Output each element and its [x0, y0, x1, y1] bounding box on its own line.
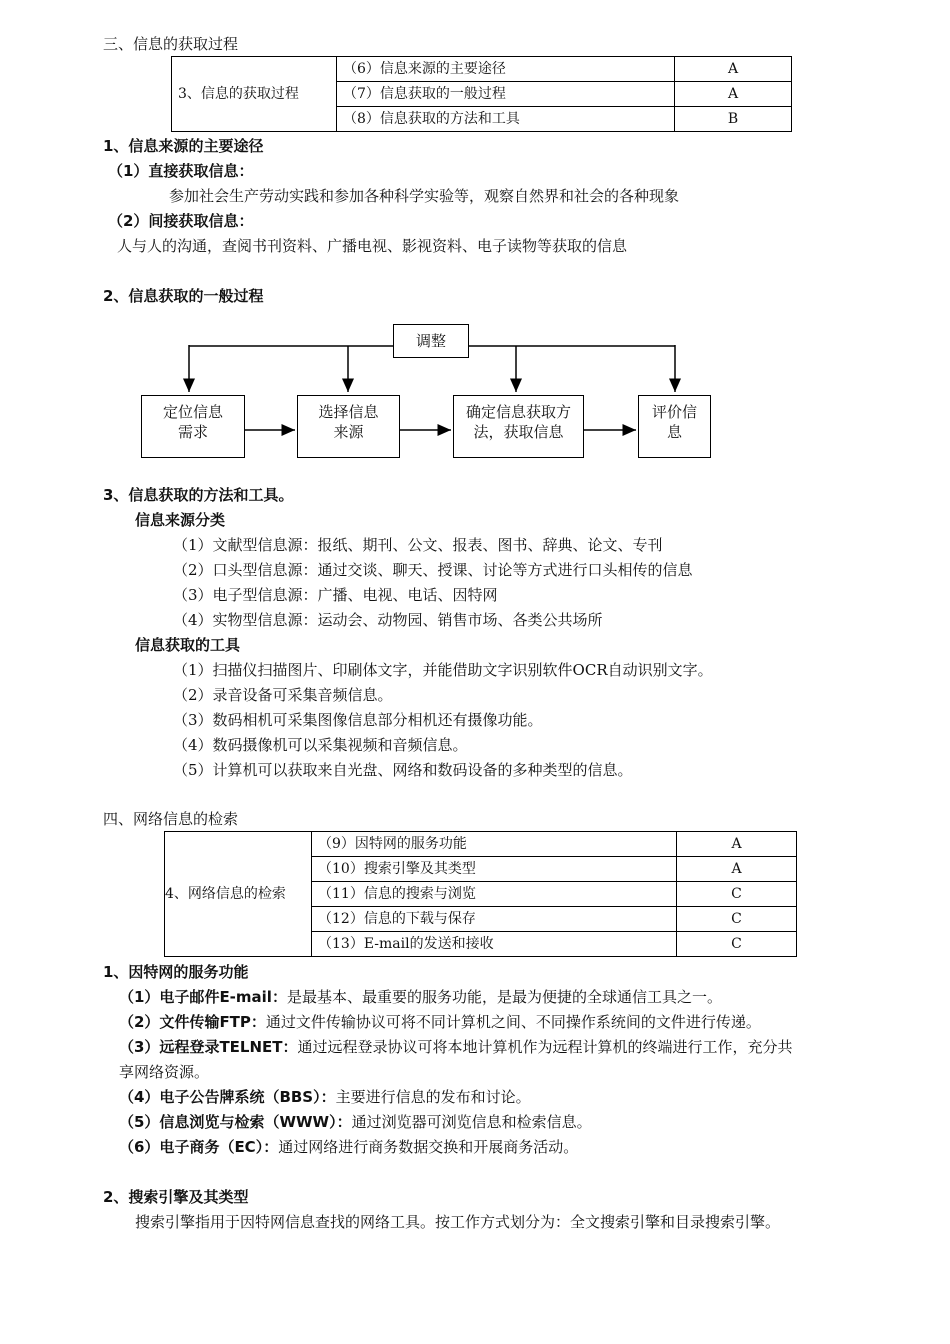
list-item: [119, 1012, 761, 1032]
table-grade-cell: A: [677, 832, 797, 857]
table-item-cell: （6）信息来源的主要途径: [337, 57, 675, 82]
list-item: （5）计算机可以获取来自光盘、网络和数码设备的多种类型的信息。: [173, 761, 633, 779]
table-item-cell: （8）信息获取的方法和工具: [337, 107, 675, 132]
list-item: （1）文献型信息源：报纸、期刊、公文、报表、图书、辞典、论文、专刊: [173, 536, 663, 554]
table-grade-cell: C: [677, 882, 797, 907]
table-grade-cell: C: [677, 907, 797, 932]
table-item-cell: （10）搜索引擎及其类型: [312, 857, 677, 882]
part-title-sources-route: 1、信息来源的主要途径: [103, 137, 264, 155]
indirect-acquisition-label: （2）间接获取信息：: [108, 212, 254, 230]
table-item-cell: （13）E-mail的发送和接收: [312, 932, 677, 957]
sources-classification-title: 信息来源分类: [135, 511, 226, 529]
service-label: （5）信息浏览与检索（WWW）：: [119, 1113, 352, 1131]
section3-heading: 三、信息的获取过程: [103, 35, 239, 53]
table-grade-cell: B: [675, 107, 792, 132]
flow-box-evaluate: 评价信息: [638, 395, 711, 458]
part-title-internet-services: 1、因特网的服务功能: [103, 963, 249, 981]
table-grade-cell: A: [675, 82, 792, 107]
service-label: （6）电子商务（EC）：: [119, 1138, 279, 1156]
list-item: （2）录音设备可采集音频信息。: [173, 686, 393, 704]
service-text: 通过远程登录协议可将本地计算机作为远程计算机的终端进行工作，充分共: [297, 1038, 793, 1056]
table-group-cell: 4、网络信息的检索: [165, 832, 312, 957]
service-label: （1）电子邮件E-mail：: [119, 988, 287, 1006]
service-text: 是最基本、最重要的服务功能，是最为便捷的全球通信工具之一。: [286, 988, 722, 1006]
service-label: （2）文件传输FTP：: [119, 1013, 266, 1031]
service-label: （3）远程登录TELNET：: [119, 1038, 298, 1056]
list-item: [119, 1137, 578, 1157]
section4-objective-table: [164, 831, 797, 957]
table-item-cell: （11）信息的搜索与浏览: [312, 882, 677, 907]
flow-box-determine-method: 确定信息获取方法，获取信息: [453, 395, 584, 458]
list-item: （3）数码相机可采集图像信息部分相机还有摄像功能。: [173, 711, 543, 729]
service-label: （4）电子公告牌系统（BBS）：: [119, 1088, 336, 1106]
list-item: （4）数码摄像机可以采集视频和音频信息。: [173, 736, 468, 754]
table-grade-cell: C: [677, 932, 797, 957]
flow-box-locate-need: 定位信息需求: [141, 395, 245, 458]
direct-acquisition-label: （1）直接获取信息：: [108, 162, 254, 180]
list-item: （4）实物型信息源：运动会、动物园、销售市场、各类公共场所: [173, 611, 603, 629]
service-text-continued: 享网络资源。: [119, 1063, 210, 1081]
list-item: （2）口头型信息源：通过交谈、聊天、授课、讨论等方式进行口头相传的信息: [173, 561, 693, 579]
table-item-cell: （9）因特网的服务功能: [312, 832, 677, 857]
flow-box-select-source: 选择信息来源: [297, 395, 400, 458]
part-title-search-engines: 2、搜索引擎及其类型: [103, 1188, 249, 1206]
part-title-general-process: 2、信息获取的一般过程: [103, 287, 264, 305]
table-item-cell: （7）信息获取的一般过程: [337, 82, 675, 107]
direct-acquisition-text: 参加社会生产劳动实践和参加各种科学实验等，观察自然界和社会的各种现象: [169, 187, 680, 205]
list-item: [119, 1112, 592, 1132]
flow-box-adjust: 调整: [393, 324, 469, 358]
table-row: [165, 832, 797, 857]
list-item: （1）扫描仪扫描图片、印刷体文字，并能借助文字识别软件OCR自动识别文字。: [173, 661, 713, 679]
table-grade-cell: A: [675, 57, 792, 82]
list-item: [119, 987, 722, 1007]
tools-title: 信息获取的工具: [135, 636, 241, 654]
service-text: 通过网络进行商务数据交换和开展商务活动。: [278, 1138, 579, 1156]
table-group-cell: 3、信息的获取过程: [172, 57, 337, 132]
indirect-acquisition-text: 人与人的沟通，查阅书刊资料、广播电视、影视资料、电子读物等获取的信息: [117, 237, 628, 255]
list-item: [119, 1037, 793, 1057]
search-engine-text: 搜索引擎指用于因特网信息查找的网络工具。按工作方式划分为：全文搜索引擎和目录搜索引擎。: [135, 1213, 781, 1231]
table-item-cell: （12）信息的下载与保存: [312, 907, 677, 932]
service-text: 主要进行信息的发布和讨论。: [335, 1088, 531, 1106]
list-item: （3）电子型信息源：广播、电视、电话、因特网: [173, 586, 498, 604]
section4-heading: 四、网络信息的检索: [103, 810, 239, 828]
part-title-methods-tools: 3、信息获取的方法和工具。: [103, 486, 294, 504]
list-item: [119, 1087, 531, 1107]
service-text: 通过文件传输协议可将不同计算机之间、不同操作系统间的文件进行传递。: [265, 1013, 761, 1031]
service-text: 通过浏览器可浏览信息和检索信息。: [351, 1113, 592, 1131]
table-grade-cell: A: [677, 857, 797, 882]
